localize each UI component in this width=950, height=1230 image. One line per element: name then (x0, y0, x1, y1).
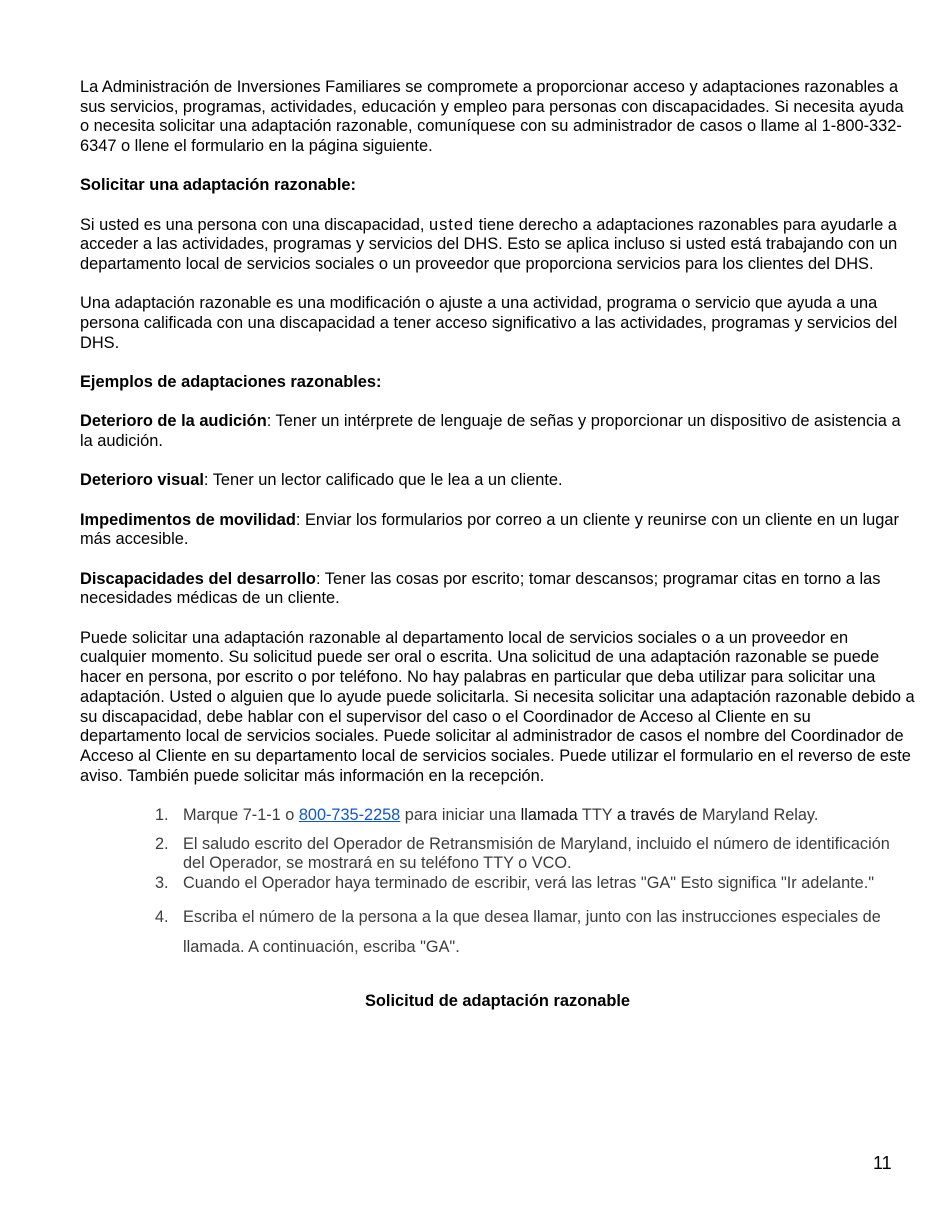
relay-step-4 (155, 902, 915, 962)
step-text: Maryland Relay. (697, 806, 819, 825)
example-hearing (80, 412, 915, 451)
example-mobility (80, 511, 915, 550)
step-number: 4. (155, 908, 169, 927)
step-text: Cuando el Operador haya terminado de escribir, verá las letras "GA" Esto significa "Ir adelante." (183, 873, 874, 892)
example-term: Impedimentos de movilidad (80, 510, 296, 529)
example-desc: : Enviar los formularios por correo a un cliente y reunirse con un cliente en un lugar más accesible. (80, 510, 899, 549)
rights-text-a: Si usted es una persona con una discapacidad, (80, 215, 429, 234)
step-text: llamada (520, 806, 578, 825)
request-heading: Solicitar una adaptación razonable: (80, 176, 356, 195)
form-title: Solicitud de adaptación razonable (364, 992, 631, 1011)
rights-paragraph (80, 216, 915, 275)
step-number: 3. (155, 873, 169, 892)
rights-usted: usted (429, 215, 475, 234)
step-text: para iniciar una (400, 806, 521, 825)
how-to-request-paragraph: Puede solicitar una adaptación razonable al departamento local de servicios sociales o a un proveedor en cualquier momento. Su solicitud puede ser oral o escrita. Una solicitud de una adaptación razonable se puede hacer en persona, por escrito o por teléfono. No hay palabras en particular que deba utilizar para solicitar una adaptación. Usted o alguien que lo ayude puede solicitarla. Si necesita solicitar una adaptación razonable debido a su discapacidad, debe hablar con el supervisor del caso o el Coordinador de Acceso al Cliente en su departamento local de servicios sociales. Puede solicitar al administrador de casos el nombre del Coordinador de Acceso al Cliente en su departamento local de servicios sociales. Puede utilizar el formulario en el reverso de este aviso. También puede solicitar más información en la recepción. (80, 628, 915, 785)
intro-paragraph: La Administración de Inversiones Familiares se compromete a proporcionar acceso y adaptaciones razonables a sus servicios, programas, actividades, educación y empleo para personas con discapacidades. Si necesita ayuda o necesita solicitar una adaptación razonable, comuníquese con su administrador de casos o llame al 1-800-332-6347 o llene el formulario en la página siguiente. (80, 78, 904, 156)
step-text: a través de (616, 806, 698, 825)
step-text: Marque 7-1-1 o (183, 806, 299, 825)
example-term: Deterioro de la audición (80, 412, 267, 431)
relay-step-1 (155, 806, 915, 826)
definition-paragraph: Una adaptación razonable es una modificación o ajuste a una actividad, programa o servicio que ayuda a una persona calificada con una discapacidad a tener acceso significativo a las actividades, programas y servicios del DHS. (80, 294, 898, 352)
step-text: El saludo escrito del Operador de Retransmisión de Maryland, incluido el número de identificación del Operador, se mostrará en su teléfono TTY o VCO. (183, 834, 890, 873)
example-term: Discapacidades del desarrollo (80, 569, 316, 588)
example-developmental (80, 570, 915, 609)
rights-text-b: tiene derecho a adaptaciones razonables para ayudarle a acceder a las actividades, programas y servicios del DHS. Esto se aplica incluso si usted está trabajando con un departamento local de servicios sociales o un proveedor que proporciona servicios para los clientes del DHS. (80, 215, 898, 274)
example-desc: : Tener un lector calificado que le lea a un cliente. (203, 471, 563, 490)
example-term: Deterioro visual (80, 471, 204, 490)
example-desc: : Tener un intérprete de lenguaje de señas y proporcionar un dispositivo de asistencia a la audición. (80, 412, 901, 451)
relay-phone-link[interactable]: 800-735-2258 (298, 806, 401, 825)
relay-step-2 (155, 835, 915, 874)
step-text: TTY (577, 806, 617, 825)
step-text: Escriba el número de la persona a la que desea llamar, junto con las instrucciones especiales de llamada. A continuación, escriba "GA". (183, 908, 881, 957)
step-number: 2. (155, 834, 169, 853)
examples-heading: Ejemplos de adaptaciones razonables: (80, 373, 382, 392)
document-body (80, 78, 915, 1012)
relay-step-3 (155, 874, 915, 894)
relay-steps-list (155, 806, 915, 962)
example-desc: : Tener las cosas por escrito; tomar descansos; programar citas en torno a las necesidades médicas de un cliente. (80, 569, 881, 608)
step-number: 1. (155, 806, 169, 825)
example-visual (80, 471, 915, 491)
page-number: 11 (873, 1153, 892, 1173)
